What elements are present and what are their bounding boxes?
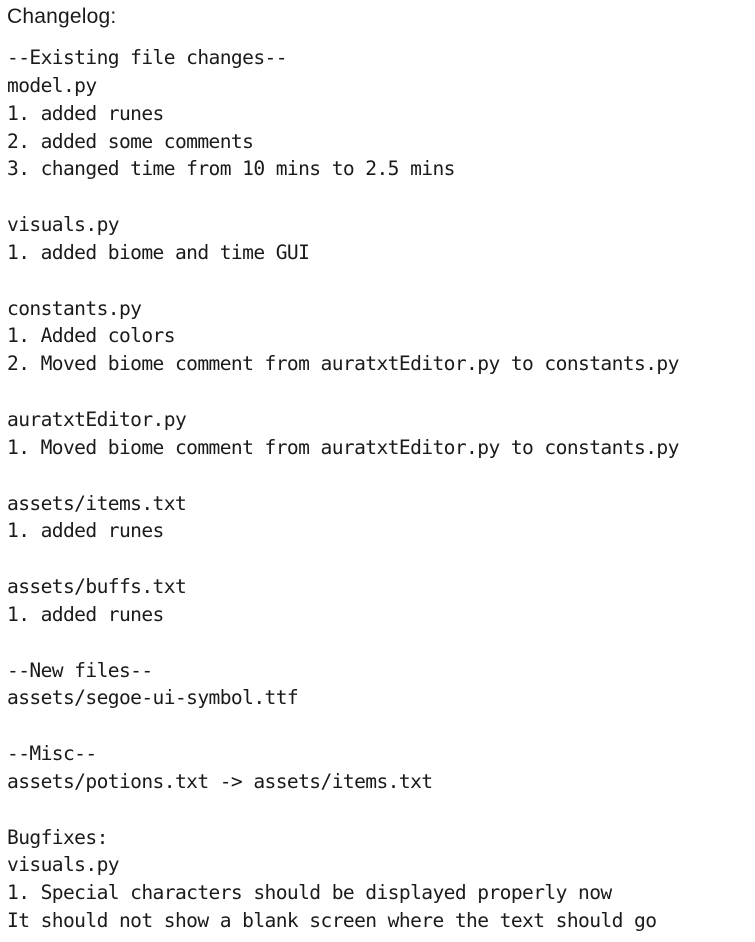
blank-line — [7, 378, 752, 406]
blank-line — [7, 712, 752, 740]
blank-line — [7, 183, 752, 211]
file-name-visuals: visuals.py — [7, 213, 119, 237]
bugfix-item: 1. Special characters should be displayed properly now — [7, 881, 612, 905]
change-item: 1. added runes — [7, 519, 164, 543]
change-item: 1. added runes — [7, 101, 164, 125]
file-name-items: assets/items.txt — [7, 491, 187, 515]
file-name-model: model.py — [7, 73, 97, 97]
blank-line — [7, 545, 752, 573]
file-name-constants: constants.py — [7, 296, 142, 320]
change-item: 1. Moved biome comment from auratxtEditor.py to constants.py — [7, 435, 679, 459]
section-heading-misc: --Misc-- — [7, 742, 97, 766]
file-rename: assets/potions.txt -> assets/items.txt — [7, 769, 433, 793]
changelog-body — [7, 44, 752, 935]
blank-line — [7, 267, 752, 295]
blank-line — [7, 796, 752, 824]
file-name-visuals-bugfix: visuals.py — [7, 853, 119, 877]
change-item: 1. added runes — [7, 602, 164, 626]
changelog-title: Changelog: — [7, 5, 117, 28]
blank-line — [7, 462, 752, 490]
change-item: 1. Added colors — [7, 324, 175, 348]
change-item: 2. added some comments — [7, 129, 254, 153]
file-name-auratxteditor: auratxtEditor.py — [7, 407, 187, 431]
change-item: 3. changed time from 10 mins to 2.5 mins — [7, 157, 455, 181]
section-heading-existing-file-changes: --Existing file changes-- — [7, 46, 287, 69]
section-heading-bugfixes: Bugfixes: — [7, 825, 108, 849]
section-heading-new-files: --New files-- — [7, 658, 153, 682]
blank-line — [7, 629, 752, 657]
change-item: 2. Moved biome comment from auratxtEditor.py to constants.py — [7, 352, 679, 376]
change-item: 1. added biome and time GUI — [7, 240, 310, 264]
file-name-buffs: assets/buffs.txt — [7, 575, 187, 599]
bugfix-note: It should not show a blank screen where the text should go — [7, 909, 657, 933]
file-name-font: assets/segoe-ui-symbol.ttf — [7, 686, 299, 710]
changelog-document — [7, 4, 752, 935]
